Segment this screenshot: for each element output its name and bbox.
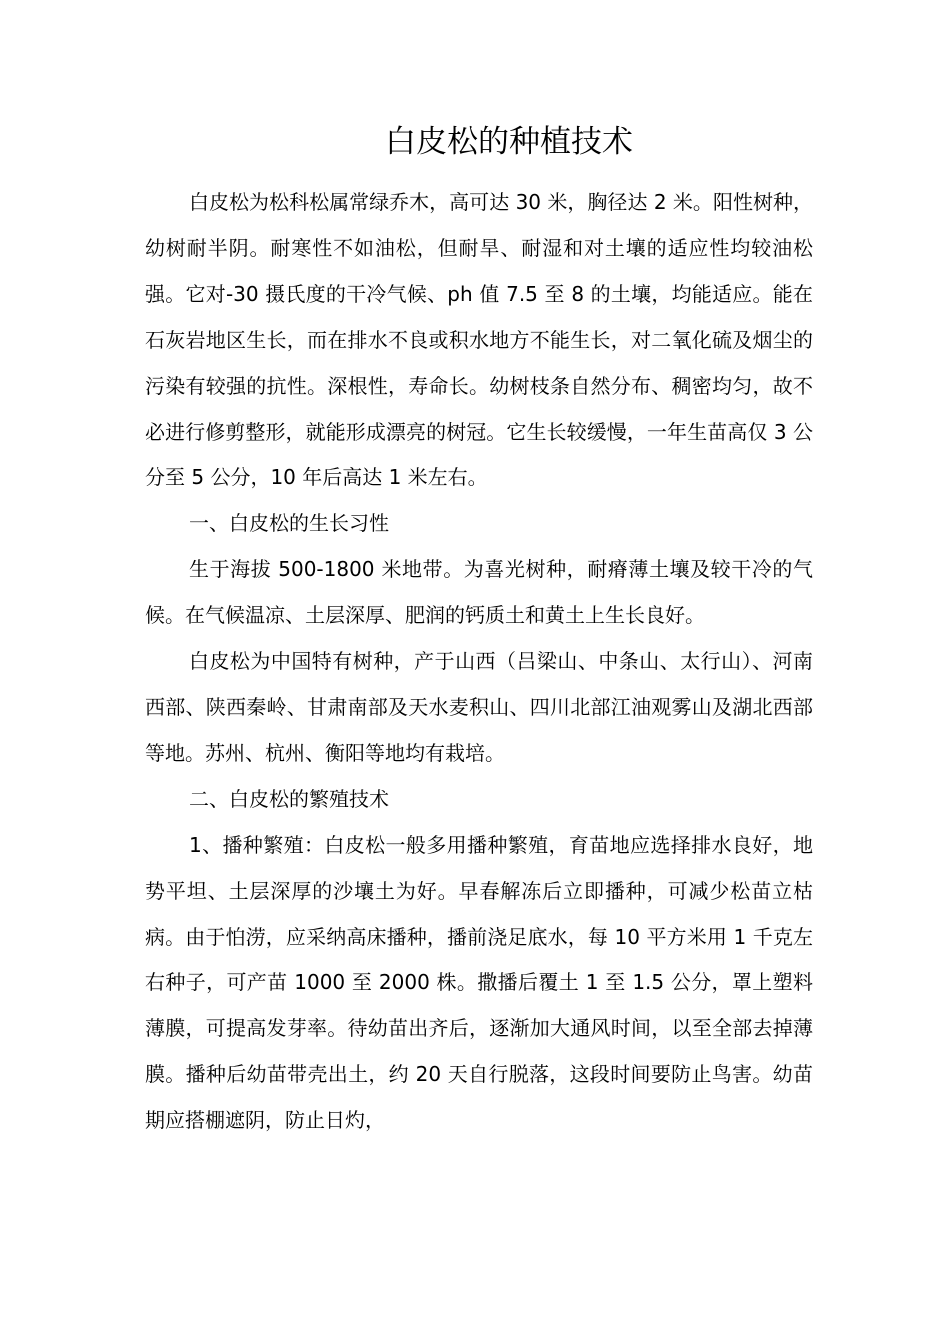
paragraph-distribution: 白皮松为中国特有树种，产于山西（吕梁山、中条山、太行山）、河南西部、陕西秦岭、甘肃南部及天水麦积山、四川北部江油观雾山及湖北西部等地。苏州、杭州、衡阳等地均有栽培。 — [145, 649, 813, 765]
paragraph-growth-habits: 生于海拔 500-1800 米地带。为喜光树种，耐瘠薄土壤及较干冷的气候。在气候温凉、土层深厚、肥润的钙质土和黄土上生长良好。 — [145, 557, 813, 628]
paragraph-seed-propagation: 1、播种繁殖：白皮松一般多用播种繁殖，育苗地应选择排水良好，地势平坦、土层深厚的沙壤土为好。早春解冻后立即播种，可减少松苗立枯病。由于怕涝，应采纳高床播种，播前浇足底水，每 10 平方米用 1 千克左右种子，可产苗 1000 至 2000 株。撒播后覆土 1 至 1.5 公分，罩上塑料薄膜，可提高发芽率。待幼苗出齐后，逐渐加大通风时间，以至全部去掉薄膜。播种后幼苗带壳出土，约 20 天自行脱落，这段时间要防止鸟害。幼苗期应搭棚遮阴，防止日灼， — [145, 832, 813, 1133]
document-body — [145, 180, 813, 1144]
paragraph-intro: 白皮松为松科松属常绿乔木，高可达 30 米，胸径达 2 米。阳性树种，幼树耐半阴。耐寒性不如油松，但耐旱、耐湿和对土壤的适应性均较油松强。它对-30 摄氏度的干冷气候、ph 值 7.5 至 8 的土壤，均能适应。能在石灰岩地区生长，而在排水不良或积水地方不能生长，对二氧化硫及烟尘的污染有较强的抗性。深根性，寿命长。幼树枝条自然分布、稠密均匀，故不必进行修剪整形，就能形成漂亮的树冠。它生长较缓慢，一年生苗高仅 3 公分至 5 公分，10 年后高达 1 米左右。 — [145, 190, 813, 490]
section-heading-propagation: 二、白皮松的繁殖技术 — [189, 786, 389, 811]
section-heading-growth-habits: 一、白皮松的生长习性 — [189, 511, 389, 536]
document-title: 白皮松的种植技术 — [385, 124, 633, 160]
